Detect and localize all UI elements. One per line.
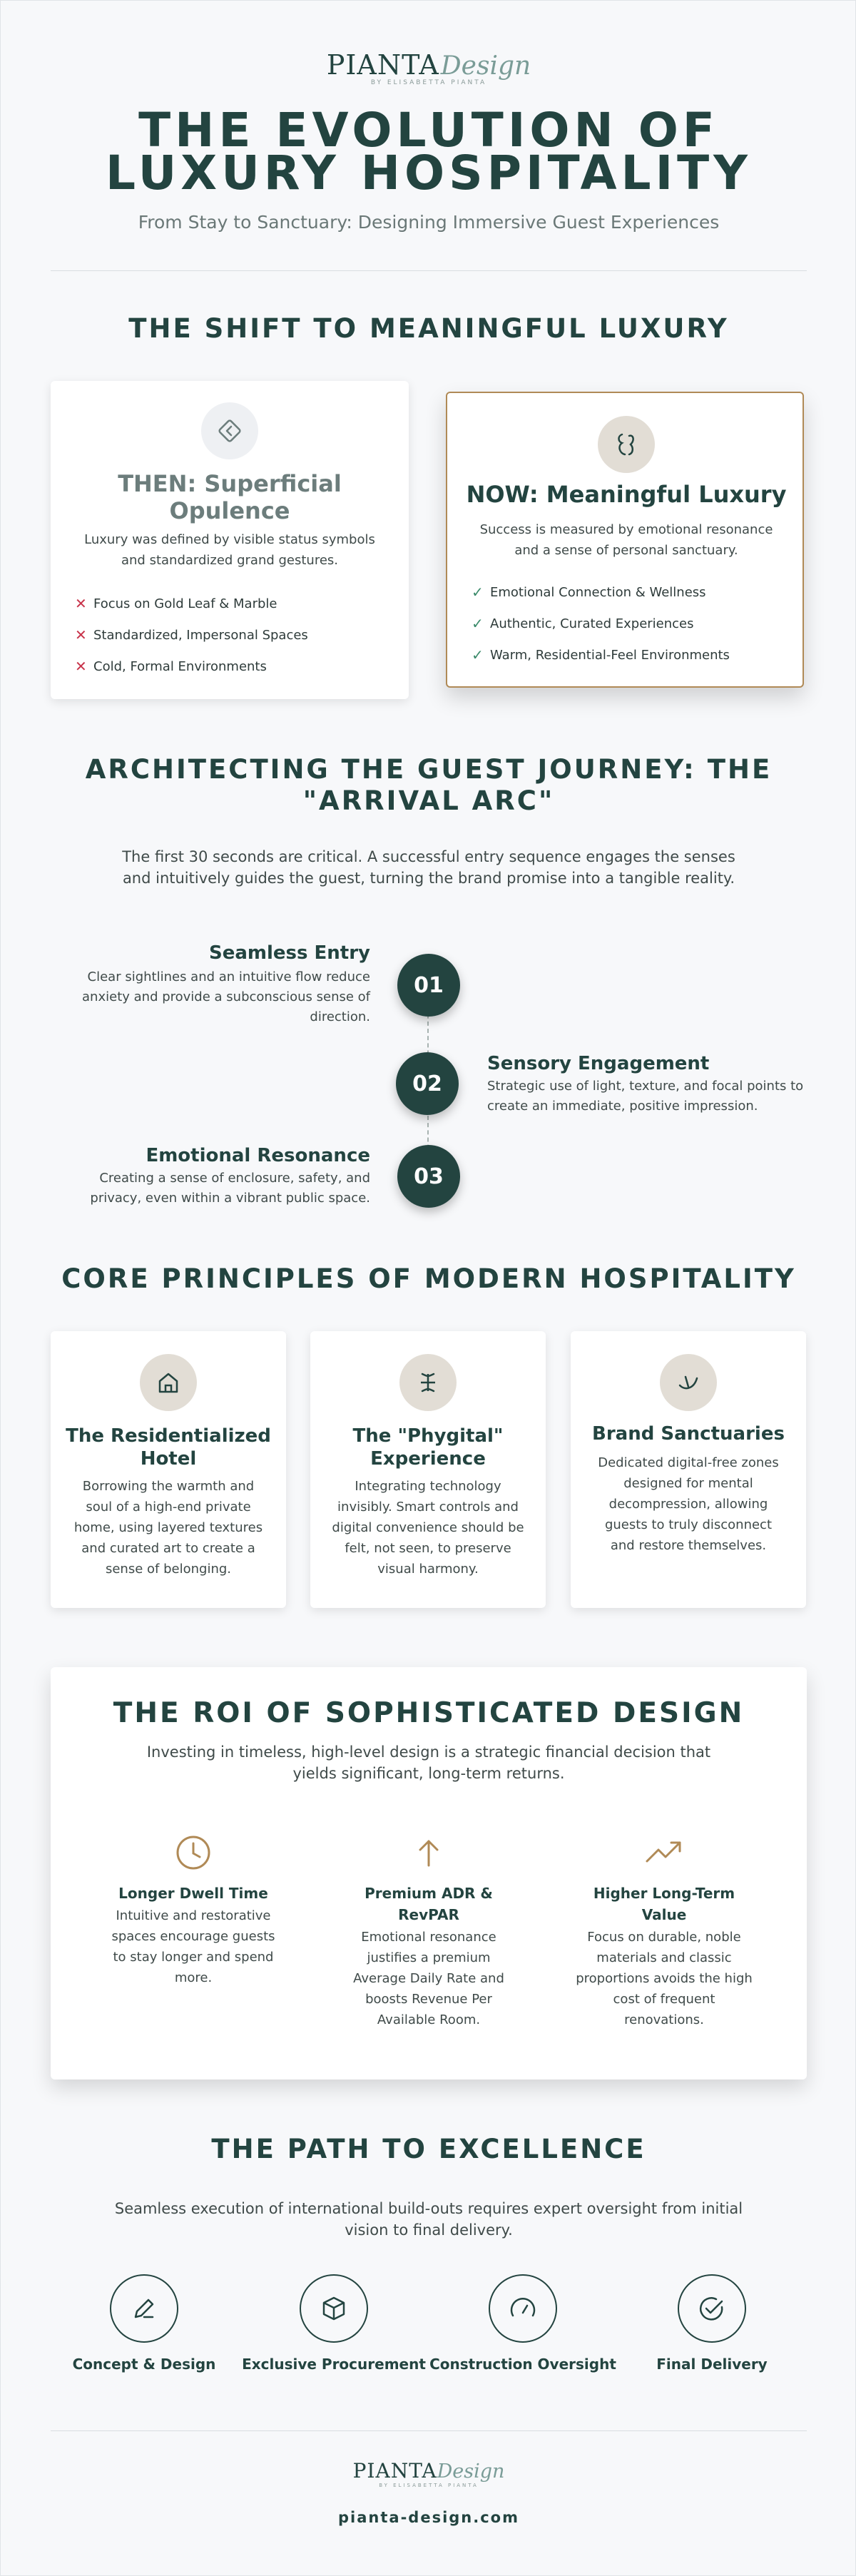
- then-item: ✕ Cold, Formal Environments: [75, 658, 267, 675]
- roi-item-description: Focus on durable, noble materials and classic proportions avoids the high cost of frequent renovations.: [576, 1930, 753, 2027]
- divider: [51, 2430, 807, 2431]
- then-title: THEN: Superficial Opulence: [118, 470, 342, 524]
- clock-icon: [104, 1831, 282, 1874]
- now-item: ✓ Warm, Residential-Feel Environments: [472, 646, 730, 663]
- divider: [51, 270, 807, 271]
- now-item: ✓ Authentic, Curated Experiences: [472, 615, 694, 632]
- principle-description: Integrating technology invisibly. Smart controls and digital convenience should be felt, not seen, to preserve visual harmony.: [332, 1479, 524, 1577]
- then-card: [51, 381, 409, 699]
- page-title-line-2: LUXURY HOSPITALITY: [106, 146, 752, 200]
- step-number: 02: [396, 1052, 459, 1115]
- step-title: Emotional Resonance: [146, 1145, 370, 1166]
- brand-name: PIANTA: [352, 2459, 437, 2483]
- step-number: 01: [397, 954, 460, 1017]
- principle-card: [310, 1331, 546, 1608]
- page-title: [1, 103, 856, 200]
- diamond-icon: [201, 402, 258, 459]
- shift-section-title: THE SHIFT TO MEANINGFUL LUXURY: [128, 313, 729, 344]
- now-card: [446, 392, 804, 688]
- step-description: Strategic use of light, texture, and focal points to create an immediate, positive impression.: [487, 1079, 804, 1114]
- check-circle-icon: [678, 2274, 746, 2343]
- heart-hand-icon: [598, 416, 655, 473]
- leaf-icon: [660, 1354, 717, 1411]
- path-intro: Seamless execution of international build-outs requires expert oversight from initial vision to final delivery.: [114, 2200, 743, 2239]
- roi-item-title: Higher Long-Term Value: [593, 1885, 735, 1923]
- tech-icon: [399, 1354, 457, 1411]
- brand-logo[interactable]: [1, 49, 856, 86]
- box-icon: [300, 2274, 368, 2343]
- step-description: Creating a sense of enclosure, safety, and privacy, even within a vibrant public space.: [90, 1171, 370, 1206]
- step-number: 03: [397, 1145, 460, 1208]
- roi-item-title: Premium ADR & RevPAR: [365, 1885, 493, 1923]
- path-step-label: Concept & Design: [72, 2356, 216, 2373]
- gauge-icon: [489, 2274, 557, 2343]
- arrow-up-icon: [340, 1831, 518, 1874]
- now-item: ✓ Emotional Connection & Wellness: [472, 584, 706, 601]
- roi-item-description: Emotional resonance justifies a premium Average Daily Rate and boosts Revenue Per Available Room.: [353, 1930, 504, 2027]
- principles-section-title: CORE PRINCIPLES OF MODERN HOSPITALITY: [61, 1263, 796, 1294]
- roi-item-description: Intuitive and restorative spaces encourage guests to stay longer and spend more.: [111, 1908, 275, 1985]
- path-step: [44, 2274, 244, 2373]
- principle-title: Brand Sanctuaries: [592, 1423, 785, 1445]
- cross-icon: ✕: [75, 595, 87, 612]
- path-step-label: Exclusive Procurement: [242, 2356, 426, 2373]
- principle-title: The "Phygital" Experience: [352, 1425, 504, 1470]
- roi-item: [104, 1831, 282, 1988]
- then-description: Luxury was defined by visible status symbols and standardized grand gestures.: [84, 532, 375, 568]
- principle-card: [51, 1331, 286, 1608]
- footer-url-link[interactable]: pianta-design.com: [338, 2509, 519, 2526]
- roi-item: [575, 1831, 753, 2030]
- path-step: [423, 2274, 623, 2373]
- principle-card: [571, 1331, 806, 1608]
- home-icon: [140, 1354, 197, 1411]
- roi-item: [340, 1831, 518, 2030]
- principle-title: The Residentialized Hotel: [66, 1425, 271, 1470]
- journey-intro: The first 30 seconds are critical. A successful entry sequence engages the senses and intuitively guides the guest, turning the brand promise into a tangible reality.: [122, 848, 735, 887]
- page-subtitle: From Stay to Sanctuary: Designing Immersive Guest Experiences: [138, 212, 720, 233]
- path-section-title: THE PATH TO EXCELLENCE: [211, 2134, 646, 2164]
- cross-icon: ✕: [75, 658, 87, 675]
- then-item: ✕ Standardized, Impersonal Spaces: [75, 626, 308, 643]
- step-description: Clear sightlines and an intuitive flow reduce anxiety and provide a subconscious sense of direction.: [82, 969, 370, 1024]
- check-icon: ✓: [472, 615, 484, 632]
- path-step-label: Construction Oversight: [429, 2356, 616, 2373]
- step-title: Sensory Engagement: [487, 1053, 710, 1074]
- roi-card: [51, 1667, 807, 2079]
- brand-script: Design: [437, 2460, 505, 2483]
- path-step: [234, 2274, 434, 2373]
- now-title: NOW: Meaningful Luxury: [466, 481, 787, 508]
- brand-tagline: BY ELISABETTA PIANTA: [370, 79, 487, 86]
- now-description: Success is measured by emotional resonance and a sense of personal sanctuary.: [479, 522, 773, 558]
- brand-name: PIANTA: [326, 49, 439, 81]
- footer-logo[interactable]: [1, 2459, 856, 2488]
- roi-title: THE ROI OF SOPHISTICATED DESIGN: [113, 1697, 745, 1729]
- pencil-icon: [110, 2274, 178, 2343]
- trend-up-icon: [575, 1831, 753, 1874]
- principle-description: Borrowing the warmth and soul of a high-end private home, using layered textures and curated art to create a sense of belonging.: [73, 1479, 263, 1577]
- cross-icon: ✕: [75, 626, 87, 643]
- page-title-line-1: THE EVOLUTION OF: [138, 103, 719, 158]
- principle-description: Dedicated digital-free zones designed for mental decompression, allowing guests to truly disconnect and restore themselves.: [598, 1455, 779, 1553]
- check-icon: ✓: [472, 584, 484, 601]
- brand-script: Design: [440, 51, 531, 81]
- check-icon: ✓: [472, 646, 484, 663]
- path-step-label: Final Delivery: [656, 2356, 768, 2373]
- step-title: Seamless Entry: [208, 942, 370, 964]
- then-item: ✕ Focus on Gold Leaf & Marble: [75, 595, 277, 612]
- roi-intro: Investing in timeless, high-level design is a strategic financial decision that yields significant, long-term returns.: [146, 1743, 711, 1782]
- journey-section-title: ARCHITECTING THE GUEST JOURNEY: THE "ARRIVAL ARC": [85, 754, 773, 816]
- brand-tagline: BY ELISABETTA PIANTA: [379, 2483, 479, 2488]
- path-step: [612, 2274, 812, 2373]
- roi-item-title: Longer Dwell Time: [118, 1885, 268, 1902]
